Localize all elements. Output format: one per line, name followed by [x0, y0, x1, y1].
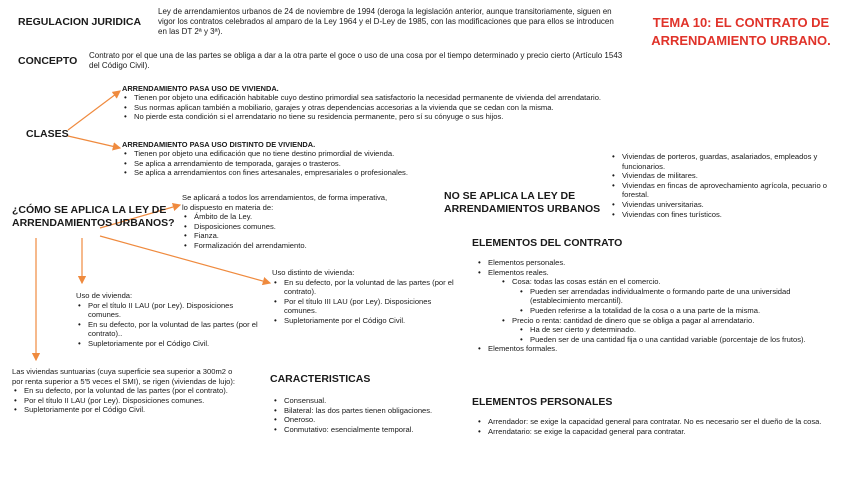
clases-distinto-list [122, 149, 602, 178]
elementos-label: ELEMENTOS DEL CONTRATO [472, 237, 623, 249]
list-item: • Ámbito de la Ley. [182, 212, 392, 222]
list-item: • En su defecto, por la voluntad de las partes (por el contrato).. [76, 320, 266, 339]
arrow-clases-distinto [68, 136, 120, 148]
list-item: • Consensual. [272, 396, 472, 406]
elementos-list [476, 258, 836, 354]
list-item: • Precio o renta: cantidad de dinero que se obliga a pagar al arrendatario. [500, 316, 836, 326]
list-item: • Por el título II LAU (por Ley). Disposiciones comunes. [76, 301, 266, 320]
como-suntuarias-intro: Las viviendas suntuarias (cuya superficie sea superior a 300m2 o por renta superior a 5'5 veces el SMI), se rigen (viviendas de lujo): [12, 367, 236, 386]
personales-label: ELEMENTOS PERSONALES [472, 396, 613, 408]
clases-vivienda-list [122, 93, 712, 122]
list-item: • Por el título II LAU (por Ley). Disposiciones comunes. [12, 396, 240, 406]
list-item: • Se aplica a arrendamientos con fines artesanales, empresariales o profesionales. [122, 168, 602, 178]
list-item: • Fianza. [182, 231, 392, 241]
list-item: • Tienen por objeto una edificación que no tiene destino primordial de vivienda. [122, 149, 602, 159]
list-item: • Viviendas en fincas de aprovechamiento agrícola, pecuario o forestal. [610, 181, 846, 200]
list-item: • Se aplica a arrendamiento de temporada, garajes o trasteros. [122, 159, 602, 169]
list-item: • Viviendas universitarias. [610, 200, 846, 210]
concepto-text: Contrato por el que una de las partes se obliga a dar a la otra parte el goce o uso de una cosa por el tiempo determinado y precio cierto (Artículo 1543 del Código Civil). [89, 51, 623, 71]
list-item: • En su defecto, por la voluntad de las partes (por el contrato). [272, 278, 462, 297]
como-distinto-block [272, 268, 462, 326]
list-item: • Cosa: todas las cosas están en el comercio. [500, 277, 836, 287]
como-label: ¿CÓMO SE APLICA LA LEY DE ARRENDAMIENTOS URBANOS? [12, 204, 175, 229]
como-distinto-intro: Uso distinto de vivienda: [272, 268, 355, 277]
como-vivienda-block [76, 291, 266, 349]
list-item: • En su defecto, por la voluntad de las partes (por el contrato). [12, 386, 240, 396]
como-suntuarias-list [12, 386, 240, 415]
list-item: • Pueden referirse a la totalidad de la cosa o a una parte de la misma. [518, 306, 836, 316]
clases-distinto-heading: ARRENDAMIENTO PASA USO DISTINTO DE VIVIENDA. [122, 140, 316, 149]
como-distinto-list [272, 278, 462, 326]
list-item: • Supletoriamente por el Código Civil. [12, 405, 240, 415]
list-item: • Oneroso. [272, 415, 472, 425]
list-item: • Viviendas con fines turísticos. [610, 210, 846, 220]
clases-distinto-block [122, 140, 602, 178]
page-title [638, 14, 844, 50]
list-item: • Elementos formales. [476, 344, 836, 354]
list-item: • Pueden ser arrendadas individualmente o formando parte de una universidad (establecimiento mercantil). [518, 287, 836, 306]
arrow-clases-vivienda [68, 91, 120, 130]
page-title-line2: ARRENDAMIENTO URBANO. [651, 33, 831, 48]
clases-label: CLASES [26, 128, 69, 140]
no-aplica-label: NO SE APLICA LA LEY DE ARRENDAMIENTOS URBANOS [444, 190, 601, 215]
no-aplica-block [610, 152, 846, 219]
page-title-line1: TEMA 10: EL CONTRATO DE [652, 15, 830, 30]
como-suntuarias-block [12, 367, 240, 415]
list-item: • Tienen por objeto una edificación habitable cuyo destino primordial sea satisfactorio la necesidad permanente de vivienda del arrendatario. [122, 93, 712, 103]
elementos-block [476, 258, 836, 354]
list-item: • Arrendador: se exige la capacidad general para contratar. No es necesario ser el dueño de la cosa. [476, 417, 840, 427]
list-item: • No pierde esta condición si el arrendatario no tiene su residencia permanente, pero sí su cónyuge o sus hijos. [122, 112, 712, 122]
como-vivienda-list [76, 301, 266, 349]
personales-block [476, 417, 840, 436]
list-item: • Supletoriamente por el Código Civil. [76, 339, 266, 349]
list-item: • Disposiciones comunes. [182, 222, 392, 232]
regulacion-text: Ley de arrendamientos urbanos de 24 de noviembre de 1994 (deroga la legislación anterior, aunque transitoriamente, siguen en vigor los contratos celebrados al amparo de la Ley 1964 y el D-Ley de 1985, con las modificaciones que para ellos se introducen en las DT 2ª y 3ª). [158, 7, 614, 37]
list-item: • Viviendas de porteros, guardas, asalariados, empleados y funcionarios. [610, 152, 846, 171]
list-item: • Arrendatario: se exige la capacidad general para contratar. [476, 427, 840, 437]
concepto-label: CONCEPTO [18, 55, 78, 67]
caracteristicas-block [272, 396, 472, 434]
clases-vivienda-heading: ARRENDAMIENTO PASA USO DE VIVIENDA. [122, 84, 279, 93]
list-item: • Pueden ser de una cantidad fija o una cantidad variable (porcentaje de los frutos). [518, 335, 836, 345]
regulacion-label: REGULACION JURIDICA [18, 16, 142, 28]
como-vivienda-intro: Uso de vivienda: [76, 291, 133, 300]
no-aplica-list [610, 152, 846, 219]
list-item: • Sus normas aplican también a mobiliario, garajes y otras dependencias accesorias a la vivienda que se cedan con la misma. [122, 103, 712, 113]
list-item: • Viviendas de militares. [610, 171, 846, 181]
list-item: • Ha de ser cierto y determinado. [518, 325, 836, 335]
list-item: • Elementos reales. [476, 268, 836, 278]
como-todos-block [182, 193, 392, 251]
personales-list [476, 417, 840, 436]
list-item: • Bilateral: las dos partes tienen obligaciones. [272, 406, 472, 416]
caracteristicas-label: CARACTERISTICAS [270, 373, 371, 385]
clases-vivienda-block [122, 84, 712, 122]
list-item: • Conmutativo: esencialmente temporal. [272, 425, 472, 435]
list-item: • Elementos personales. [476, 258, 836, 268]
como-todos-list [182, 212, 392, 250]
list-item: • Supletoriamente por el Código Civil. [272, 316, 462, 326]
como-todos-intro: Se aplicará a todos los arrendamientos, de forma imperativa, lo dispuesto en materia de: [182, 193, 388, 212]
list-item: • Por el título III LAU (por Ley). Disposiciones comunes. [272, 297, 462, 316]
list-item: • Formalización del arrendamiento. [182, 241, 392, 251]
caracteristicas-list [272, 396, 472, 434]
